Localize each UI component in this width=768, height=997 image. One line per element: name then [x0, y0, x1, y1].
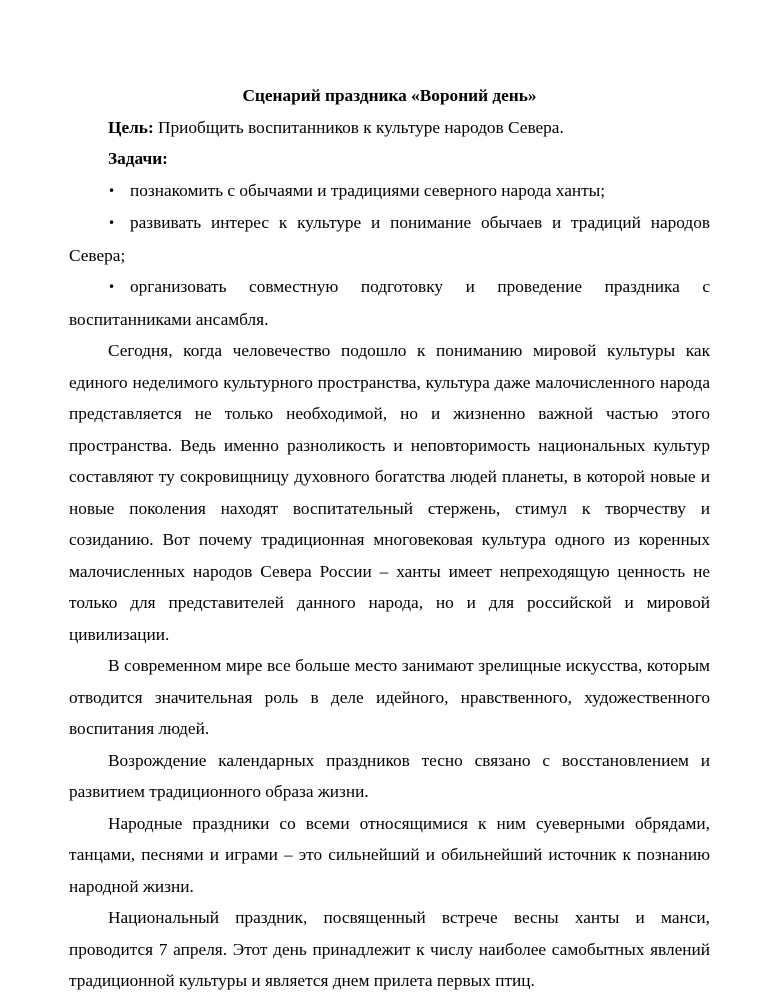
body-paragraph: Национальный праздник, посвященный встрече весны ханты и манси, проводится 7 апреля. Этот день принадлежит к числу наиболее самобытных явлений традиционной культуры и является днем прилета первых птиц.	[69, 908, 710, 990]
task-item	[69, 271, 710, 335]
document-body	[69, 80, 710, 997]
body-paragraph: Народные праздники со всеми относящимися к ним суеверными обрядами, танцами, песнями и играми – это сильнейший и обильнейший источник к познанию народной жизни.	[69, 813, 710, 896]
body-paragraph: Возрождение календарных праздников тесно связано с восстановлением и развитием традиционного образа жизни.	[69, 750, 710, 801]
document-title: Сценарий праздника «Вороний день»	[242, 86, 537, 105]
task-item	[69, 207, 710, 271]
task-text: познакомить с обычаями и традициями северного народа ханты;	[130, 180, 606, 200]
goal-label: Цель:	[108, 117, 154, 137]
task-text: развивать интерес к культуре и понимание обычаев и традиций народов Севера;	[69, 213, 710, 265]
goal-line	[69, 112, 710, 144]
task-text: организовать совместную подготовку и проведение праздника с воспитанниками ансамбля.	[69, 277, 710, 329]
task-item	[69, 175, 710, 208]
bullet-icon: •	[108, 280, 116, 294]
bullet-icon: •	[108, 216, 116, 230]
tasks-label: Задачи:	[108, 149, 168, 168]
body-paragraph: Сегодня, когда человечество подошло к пониманию мировой культуры как единого неделимого культурного пространства, культура даже малочисленного народа представляется не только необходимой, но и жизненно важной частью этого пространства. Ведь именно разноликость и неповторимость национальных культур составляют ту сокровищницу духовного богатства людей планеты, в которой новые и новые поколения находят воспитательный стержень, стимул к творчеству и созиданию. Вот почему традиционная многовековая культура одного из коренных малочисленных народов Севера России – ханты имеет непреходящую ценность не только для представителей данного народа, но и для российской и мировой цивилизации.	[69, 341, 710, 644]
bullet-icon: •	[108, 183, 116, 198]
body-paragraph: В современном мире все больше место занимают зрелищные искусства, которым отводится значительная роль в деле идейного, нравственного, художественного воспитания людей.	[69, 656, 710, 738]
goal-text: Приобщить воспитанников к культуре народов Севера.	[153, 117, 564, 137]
